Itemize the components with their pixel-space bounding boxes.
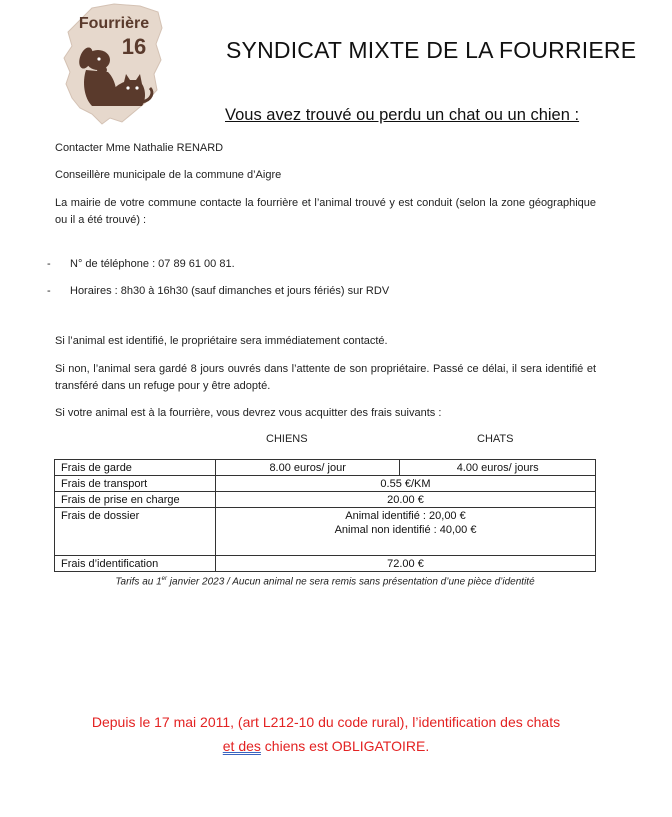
page-subtitle: Vous avez trouvé ou perdu un chat ou un chien :: [225, 106, 580, 124]
logo-text-fourriere: Fourrière: [78, 15, 150, 32]
footnote-superscript: er: [161, 576, 168, 582]
bullet-marker: -: [47, 285, 51, 297]
warning-underlined-text: et des: [222, 738, 261, 754]
organization-title: SYNDICAT MIXTE DE LA FOURRIERE: [226, 37, 637, 63]
opening-hours: Horaires : 8h30 à 16h30 (sauf dimanches et jours fériés) sur RDV: [70, 285, 390, 297]
table-row: [55, 508, 596, 556]
fee-label: Frais d’identification: [55, 556, 216, 572]
footnote-start: Tarifs au 1: [115, 576, 162, 588]
not-identified-paragraph: Si non, l’animal sera gardé 8 jours ouvrés dans l’attente de son propriétaire. Passé ce délai, il sera identifié et transféré dans un refuge pour y être adopté.: [55, 363, 596, 392]
column-header-cats: CHATS: [477, 433, 514, 445]
fee-value: 0.55 €/KM: [216, 476, 596, 492]
fee-dogs-value: 8.00 euros/ jour: [216, 460, 400, 476]
column-header-dogs: CHIENS: [266, 433, 308, 445]
fee-value: [216, 508, 596, 556]
logo-text-number: 16: [121, 34, 147, 59]
tariff-footnote: [54, 576, 596, 587]
fee-label: Frais de transport: [55, 476, 216, 492]
table-row: [55, 556, 596, 572]
contact-role: Conseillère municipale de la commune d’Aigre: [55, 169, 282, 181]
contact-name: Contacter Mme Nathalie RENARD: [55, 142, 224, 154]
fee-label: Frais de prise en charge: [55, 492, 216, 508]
dossier-identified: Animal identifié : 20,00 €: [345, 510, 466, 522]
fees-table: [54, 459, 596, 572]
phone-number: N° de téléphone : 07 89 61 00 81.: [70, 258, 235, 270]
fee-value: 72.00 €: [216, 556, 596, 572]
table-row: [55, 492, 596, 508]
fee-value: 20.00 €: [216, 492, 596, 508]
footnote-end: janvier 2023 / Aucun animal ne sera remis sans présentation d’une pièce d’identité: [167, 576, 535, 588]
bullet-marker: -: [47, 258, 51, 270]
warning-line-2: [40, 734, 612, 758]
identification-warning: [40, 710, 612, 758]
warning-line-1: Depuis le 17 mai 2011, (art L212-10 du code rural), l’identification des chats: [91, 714, 561, 730]
table-row: [55, 476, 596, 492]
fee-label: Frais de dossier: [55, 508, 216, 556]
fourriere-16-logo: [62, 2, 166, 126]
warning-line-2-rest: chiens est OBLIGATOIRE.: [260, 738, 430, 754]
intro-paragraph: La mairie de votre commune contacte la fourrière et l’animal trouvé y est conduit (selon la zone géographique ou il a été trouvé) :: [55, 197, 596, 226]
fee-label: Frais de garde: [55, 460, 216, 476]
identified-paragraph: Si l’animal est identifié, le propriétaire sera immédiatement contacté.: [55, 335, 388, 347]
table-row: [55, 460, 596, 476]
dossier-not-identified: Animal non identifié : 40,00 €: [334, 524, 477, 536]
fee-cats-value: 4.00 euros/ jours: [400, 460, 596, 476]
fees-intro: Si votre animal est à la fourrière, vous devrez vous acquitter des frais suivants :: [55, 407, 442, 419]
